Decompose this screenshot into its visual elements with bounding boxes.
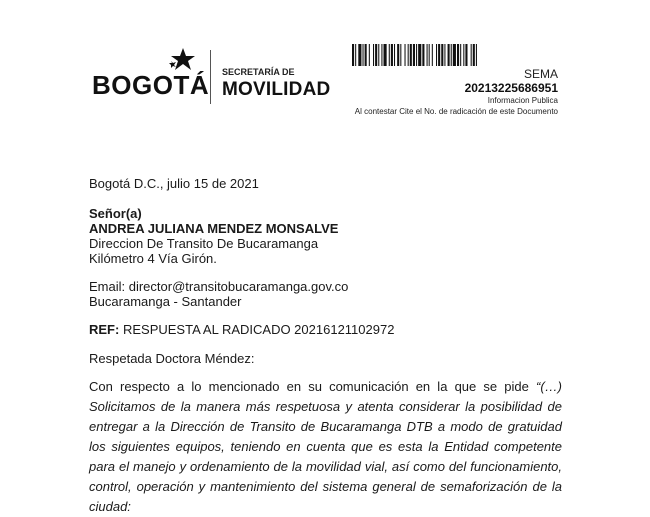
body-intro: Con respecto a lo mencionado en su comunicación en la que se pide [89, 379, 536, 394]
radicado-note: Al contestar Cite el No. de radicación de este Documento [354, 107, 558, 116]
greeting: Respetada Doctora Méndez: [89, 351, 255, 366]
salutation-title: Señor(a) [89, 206, 142, 221]
barcode-bar [436, 44, 437, 66]
barcode-bar [460, 44, 461, 66]
radicado-number: 20213225686951 [464, 81, 558, 95]
barcode-bar [363, 44, 364, 66]
barcode-bar [394, 44, 395, 66]
barcode-bar [381, 44, 382, 66]
barcode-bar [476, 44, 477, 66]
barcode-bar [373, 44, 374, 66]
barcode-bar [365, 44, 367, 66]
barcode-bar [375, 44, 377, 66]
barcode-bar [418, 44, 421, 66]
barcode-bar [438, 44, 440, 66]
recipient-address: Kilómetro 4 Vía Girón. [89, 251, 217, 266]
barcode-bar [352, 44, 354, 66]
barcode-bar [471, 44, 472, 66]
barcode-bar [457, 44, 459, 66]
barcode [352, 44, 557, 66]
barcode-bar [463, 44, 464, 66]
barcode-bar [448, 44, 450, 66]
barcode-bar [369, 44, 370, 66]
radicado-prefix: SEMA [523, 67, 558, 81]
barcode-bar [429, 44, 430, 66]
barcode-bar [389, 44, 390, 66]
star-icon [168, 47, 198, 71]
ref-text: RESPUESTA AL RADICADO 20216121102972 [122, 322, 395, 337]
reference-line [89, 323, 394, 336]
barcode-bar [413, 44, 415, 66]
barcode-bar [453, 44, 456, 66]
barcode-bar [408, 44, 409, 66]
barcode-bar [358, 44, 361, 66]
barcode-bar [465, 44, 467, 66]
logo-dept-line2: MOVILIDAD [222, 79, 331, 100]
barcode-bar [427, 44, 428, 66]
barcode-bar [473, 44, 475, 66]
recipient-org: Direccion De Transito De Bucaramanga [89, 236, 319, 251]
barcode-bar [416, 44, 417, 66]
barcode-bar [422, 44, 424, 66]
barcode-bar [391, 44, 393, 66]
barcode-bar [384, 44, 387, 66]
barcode-bar [397, 44, 399, 66]
barcode-bar [355, 44, 356, 66]
barcode-bar [444, 44, 445, 66]
logo-divider [210, 50, 211, 104]
letter-date: Bogotá D.C., julio 15 de 2021 [89, 176, 259, 191]
body-paragraph [89, 377, 562, 517]
recipient-email: Email: director@transitobucaramanga.gov.co [89, 279, 349, 294]
barcode-bar [432, 44, 433, 66]
logo-city-text: BOGOTÁ [92, 70, 210, 100]
ref-label: REF: [89, 322, 120, 337]
recipient-city: Bucaramanga - Santander [89, 294, 242, 309]
barcode-bar [405, 44, 406, 66]
barcode-bar [400, 44, 401, 66]
body-quote: “(…) Solicitamos de la manera más respetuosa y atenta considerar la posibilidad de entregar a la Dirección de Transito de Bucaramanga DTB a modo de gratuidad los siguientes equipos, teniendo en cuenta que es esta la Entidad competente para el manejo y ordenamiento de la movilidad vial, así como del funcionamiento, control, operación y mantenimiento del sistema general de semaforización de la ciudad: [89, 379, 562, 514]
logo-dept-line1: SECRETARÍA DE [222, 67, 295, 77]
barcode-bar [378, 44, 379, 66]
barcode-bar [410, 44, 412, 66]
radicado-type: Informacion Publica [487, 96, 558, 105]
barcode-bar [441, 44, 443, 66]
recipient-name: ANDREA JULIANA MENDEZ MONSALVE [89, 221, 339, 236]
barcode-bar [451, 44, 452, 66]
